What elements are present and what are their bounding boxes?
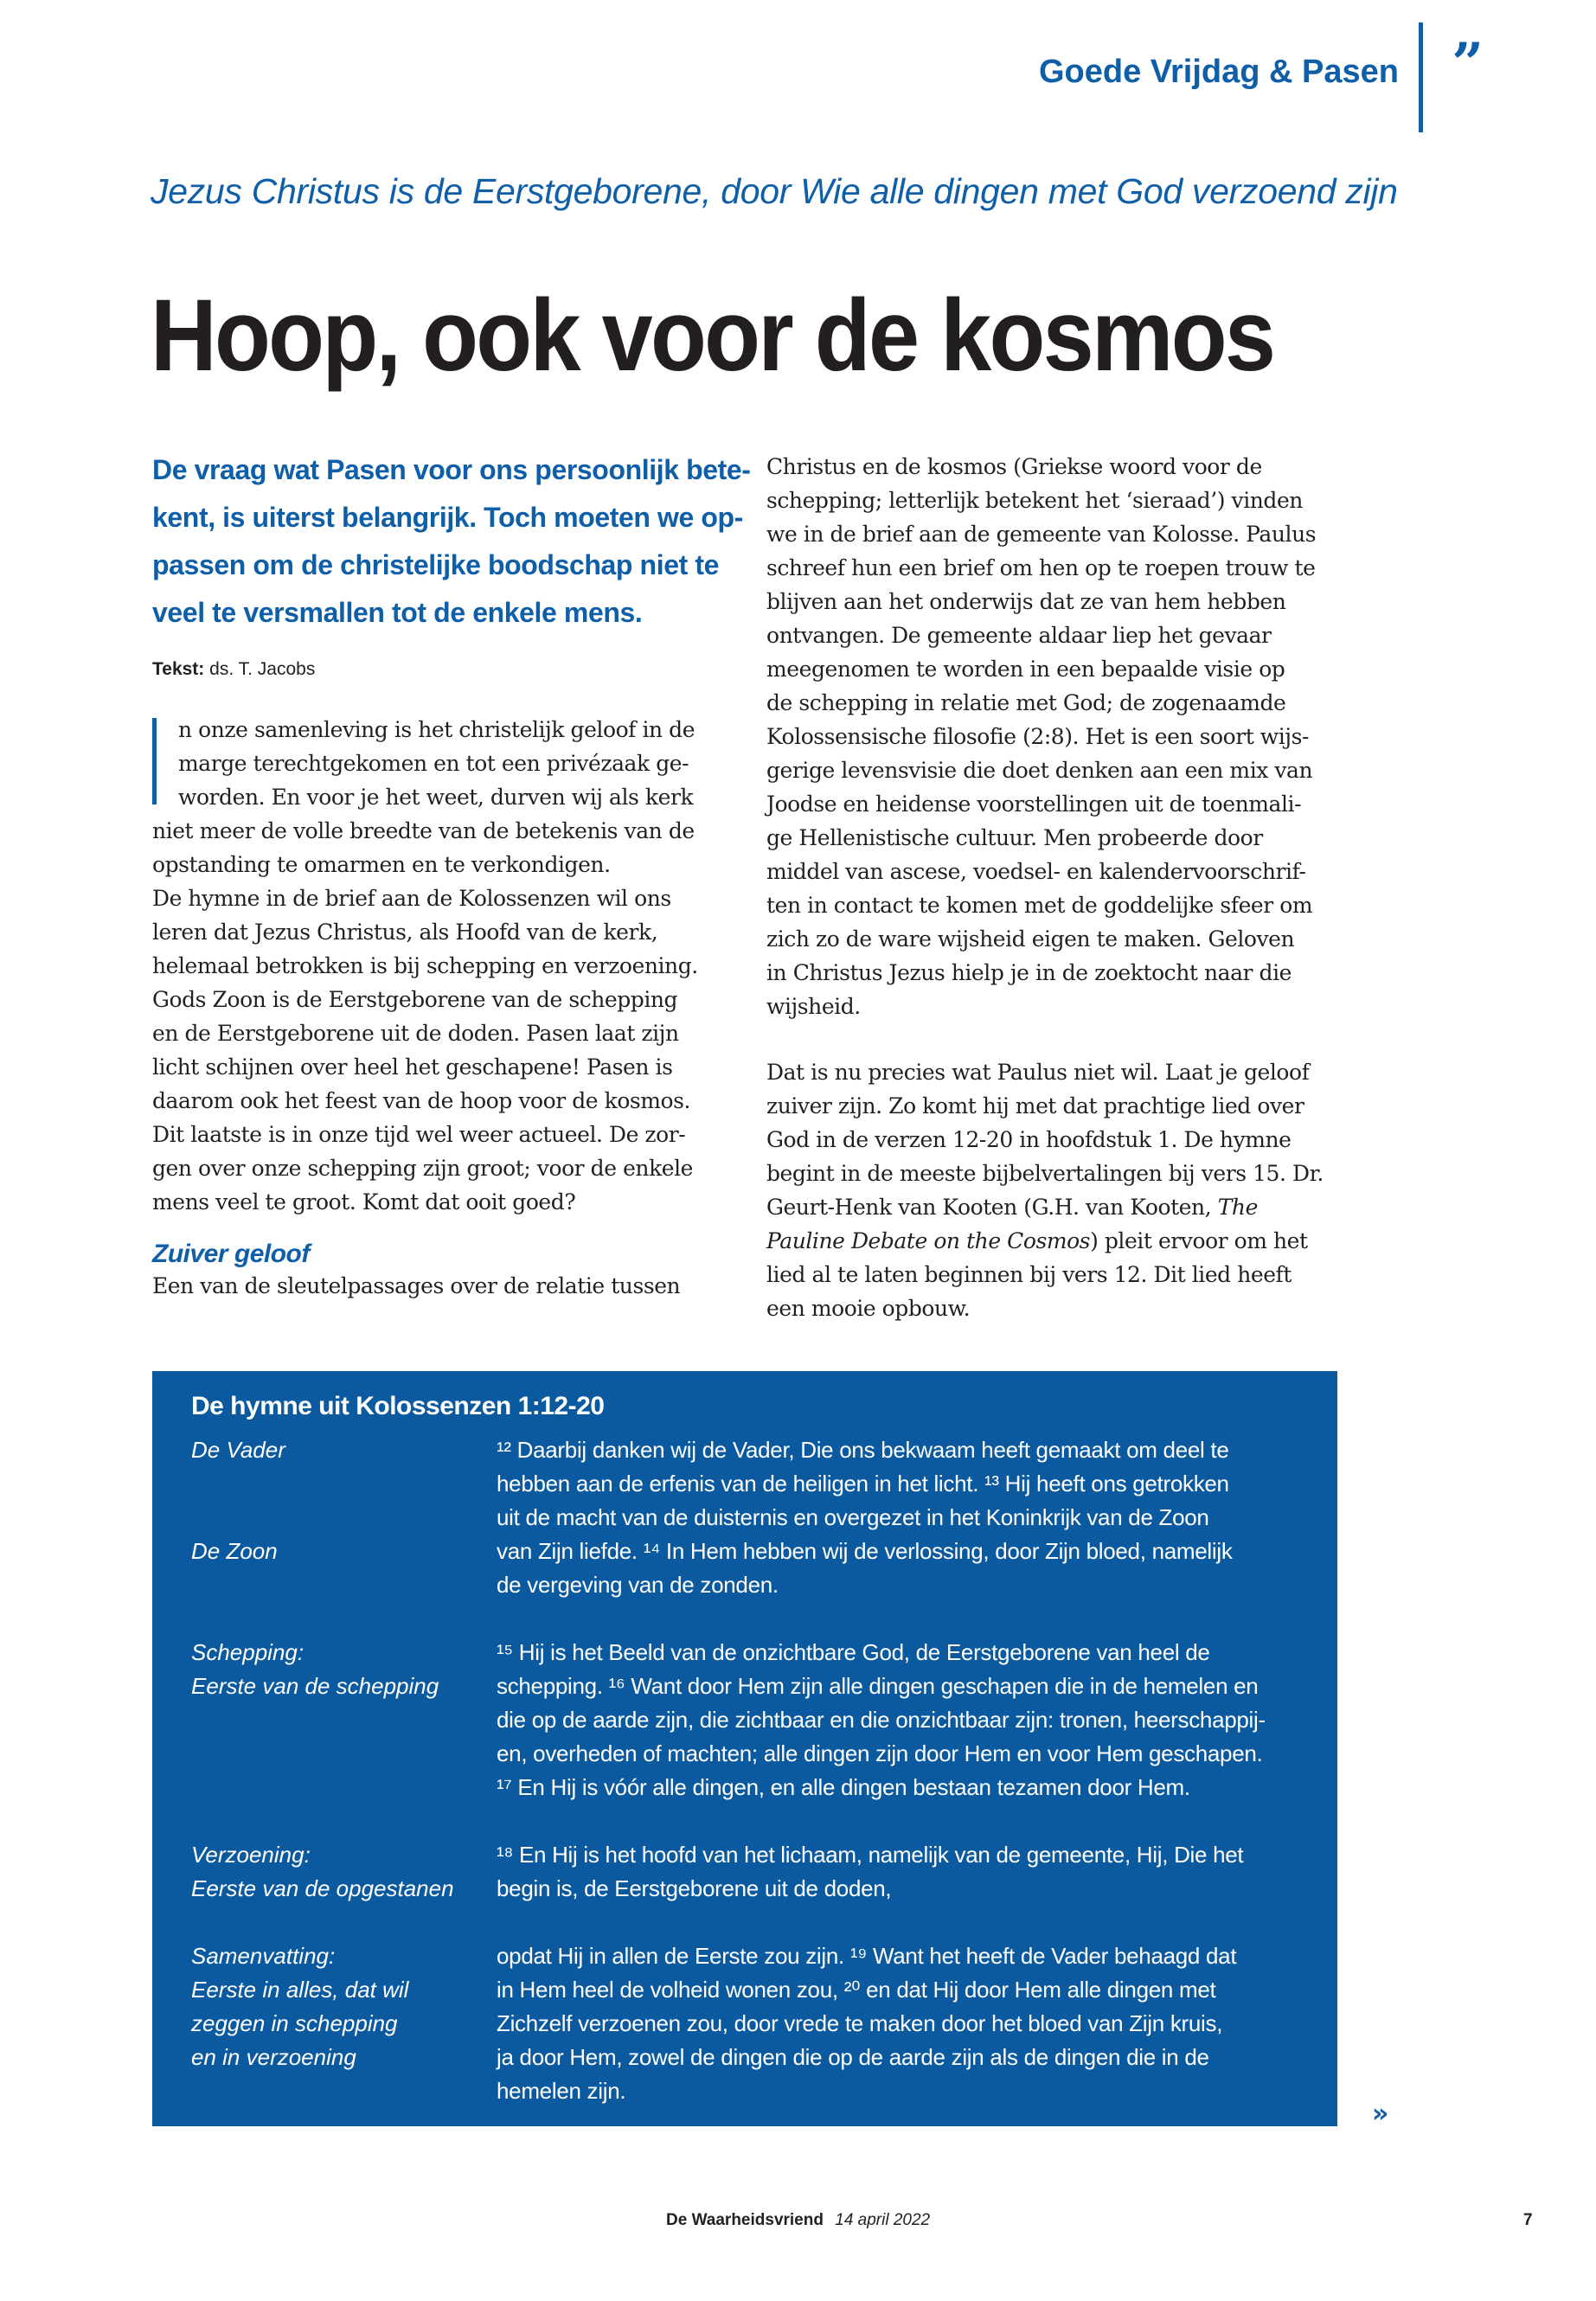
body-line: in Christus Jezus hielp je in de zoektocht naar die: [766, 960, 1292, 985]
hymn-label-row: Eerste van de opgestanen: [191, 1875, 454, 1901]
body-line: we in de brief aan de gemeente van Kolosse. Paulus: [766, 522, 1317, 547]
body-line: schreef hun een brief om hen op te roepen trouw te: [766, 555, 1316, 580]
hymn-verse-row: schepping. ¹⁶ Want door Hem zijn alle dingen geschapen die in de hemelen en: [497, 1673, 1259, 1699]
hymn-labels: [191, 1433, 485, 2108]
body-line: licht schijnen over heel het geschapene! Pasen is: [152, 1054, 673, 1080]
hymn-label-row: [191, 1737, 485, 1771]
hymn-label-row: Eerste in alles, dat wil: [191, 1977, 409, 2003]
hymn-verse-row: ¹⁵ Hij is het Beeld van de onzichtbare God, de Eerstgeborene van heel de: [497, 1639, 1210, 1665]
hymn-label-row: [191, 1501, 485, 1535]
hymn-label-row: De Vader: [191, 1437, 285, 1463]
hymn-box: [152, 1371, 1337, 2126]
dropcap-bar: [152, 718, 157, 804]
hymn-verse-row: hemelen zijn.: [497, 2078, 626, 2104]
hymn-verse-row: ¹² Daarbij danken wij de Vader, Die ons bekwaam heeft gemaakt om deel te: [497, 1437, 1229, 1463]
hymn-verse-row: van Zijn liefde. ¹⁴ In Hem hebben wij de verlossing, door Zijn bloed, namelijk: [497, 1538, 1233, 1564]
body-line: niet meer de volle breedte van de betekenis van de: [152, 818, 695, 843]
quote-icon: ”: [1452, 31, 1484, 96]
body-line: marge terechtgekomen en tot een privézaak ge-: [178, 751, 689, 776]
hymn-verse-row: in Hem heel de volheid wonen zou, ²⁰ en dat Hij door Hem alle dingen met: [497, 1977, 1216, 2003]
hymn-verse-row: ¹⁷ En Hij is vóór alle dingen, en alle dingen bestaan tezamen door Hem.: [497, 1774, 1190, 1800]
body-line: daarom ook het feest van de hoop voor de kosmos.: [152, 1088, 691, 1113]
body-line: Kolossensische filosofie (2:8). Het is een soort wijs-: [766, 724, 1309, 749]
hymn-label-row: Schepping:: [191, 1639, 304, 1665]
body-text-span: ) pleit ervoor om het: [1090, 1228, 1308, 1253]
body-line: Gods Zoon is de Eerstgeborene van de schepping: [152, 987, 678, 1012]
section-label: Goede Vrijdag & Pasen: [1038, 54, 1399, 90]
byline-author: ds. T. Jacobs: [209, 659, 316, 679]
page-number: 7: [1523, 2211, 1533, 2229]
hymn-label-row: en in verzoening: [191, 2044, 356, 2070]
issue-date: 14 april 2022: [835, 2211, 931, 2229]
hymn-verse-row: hebben aan de erfenis van de heiligen in het licht. ¹³ Hij heeft ons getrokken: [497, 1471, 1229, 1497]
body-line: [766, 1224, 1355, 1258]
body-line: mens veel te groot. Komt dat ooit goed?: [152, 1189, 576, 1215]
headline: Hoop, ook voor de kosmos: [151, 279, 1274, 393]
footer-publication: [666, 2211, 930, 2230]
paragraph-gap: [766, 1023, 1355, 1055]
lead-line: kent, is uiterst belangrijk. Toch moeten we op-: [152, 502, 743, 533]
body-line: en de Eerstgeborene uit de doden. Pasen laat zijn: [152, 1021, 679, 1046]
body-line: [766, 1190, 1355, 1224]
body-line: leren dat Jezus Christus, als Hoofd van de kerk,: [152, 920, 658, 945]
body-line: helemaal betrokken is bij schepping en verzoening.: [152, 953, 698, 978]
hymn-label-row: [191, 1703, 485, 1737]
hymn-verse-row: Zichzelf verzoenen zou, door vrede te maken door het bloed van Zijn kruis,: [497, 2010, 1223, 2036]
hymn-label-row: De Zoon: [191, 1538, 278, 1564]
body-line: gerige levensvisie die doet denken aan een mix van: [766, 758, 1313, 783]
hymn-verses: [497, 1433, 1318, 2108]
body-line: de schepping in relatie met God; de zogenaamde: [766, 690, 1286, 715]
body-line: ontvangen. De gemeente aldaar liep het gevaar: [766, 623, 1272, 648]
hymn-verse-row: opdat Hij in allen de Eerste zou zijn. ¹⁹ Want het heeft de Vader behaagd dat: [497, 1943, 1237, 1969]
body-line: een mooie opbouw.: [766, 1296, 971, 1321]
body-text-span: Geurt-Henk van Kooten (G.H. van Kooten,: [766, 1195, 1218, 1220]
body-line: Dat is nu precies wat Paulus niet wil. Laat je geloof: [766, 1060, 1310, 1085]
hymn-verse-row: [497, 1602, 1318, 1636]
body-line: Joodse en heidense voorstellingen uit de toenmali-: [766, 792, 1302, 817]
body-line: n onze samenleving is het christelijk geloof in de: [178, 717, 695, 742]
lead-line: passen om de christelijke boodschap niet te: [152, 549, 719, 580]
continue-arrow-icon: »: [1372, 2099, 1389, 2129]
hymn-verse-row: die op de aarde zijn, die zichtbaar en die onzichtbaar zijn: tronen, heerschappij-: [497, 1707, 1266, 1733]
hymn-verse-row: de vergeving van de zonden.: [497, 1572, 779, 1598]
body-line: Christus en de kosmos (Griekse woord voor de: [766, 454, 1262, 479]
hymn-label-row: [191, 1906, 485, 1939]
header-divider: [1419, 22, 1423, 132]
body-line: Een van de sleutelpassages over de relatie tussen: [152, 1273, 681, 1298]
body-line: De hymne in de brief aan de Kolossenzen wil ons: [152, 886, 671, 911]
byline-label: Tekst:: [152, 659, 205, 679]
byline: [152, 659, 715, 680]
hymn-verse-row: en, overheden of machten; alle dingen zijn door Hem en voor Hem geschapen.: [497, 1740, 1263, 1766]
body-line: opstanding te omarmen en te verkondigen.: [152, 852, 611, 877]
book-title: The: [1217, 1195, 1258, 1220]
body-paragraph: [766, 450, 1355, 1023]
hymn-box-title: De hymne uit Kolossenzen 1:12-20: [191, 1392, 605, 1420]
body-line: worden. En voor je het weet, durven wij als kerk: [178, 785, 694, 810]
hymn-label-row: [191, 1804, 485, 1838]
body-line: God in de verzen 12-20 in hoofdstuk 1. De hymne: [766, 1127, 1292, 1152]
hymn-label-row: [191, 1568, 485, 1602]
hymn-label-row: [191, 2074, 485, 2108]
subheading: Zuiver geloof: [152, 1240, 310, 1268]
body-line: zuiver zijn. Zo komt hij met dat prachtige lied over: [766, 1093, 1304, 1118]
body-line: meegenomen te worden in een bepaalde visie op: [766, 657, 1285, 682]
body-line: blijven aan het onderwijs dat ze van hem hebben: [766, 589, 1286, 614]
body-line: wijsheid.: [766, 994, 861, 1019]
hymn-verse-row: [497, 1906, 1318, 1939]
right-column: [766, 450, 1355, 1325]
body-line: zich zo de ware wijsheid eigen te maken. Geloven: [766, 926, 1295, 952]
body-paragraph-intro: [152, 713, 715, 1219]
body-line: ten in contact te komen met de goddelijke sfeer om: [766, 893, 1313, 918]
hymn-label-row: Verzoening:: [191, 1842, 311, 1868]
hymn-label-row: Eerste van de schepping: [191, 1673, 439, 1699]
hymn-label-row: Samenvatting:: [191, 1943, 336, 1969]
hymn-label-row: [191, 1771, 485, 1804]
hymn-label-row: [191, 1602, 485, 1636]
left-column: [152, 446, 751, 1303]
body-line: Dit laatste is in onze tijd wel weer actueel. De zor-: [152, 1122, 686, 1147]
hymn-verse-row: ¹⁸ En Hij is het hoofd van het lichaam, namelijk van de gemeente, Hij, Die het: [497, 1842, 1244, 1868]
lead-paragraph: [152, 446, 751, 637]
body-line: schepping; letterlijk betekent het ‘sieraad’) vinden: [766, 488, 1303, 513]
body-line: lied al te laten beginnen bij vers 12. Dit lied heeft: [766, 1262, 1292, 1287]
hymn-verse-row: ja door Hem, zowel de dingen die op de aarde zijn als de dingen die in de: [497, 2044, 1209, 2070]
magazine-name: De Waarheidsvriend: [666, 2211, 824, 2229]
body-paragraph: [766, 1055, 1355, 1325]
hymn-verse-row: [497, 1804, 1318, 1838]
kicker: Jezus Christus is de Eerstgeborene, door Wie alle dingen met God verzoend zijn: [151, 171, 1398, 211]
body-paragraph: [152, 1269, 715, 1303]
hymn-label-row: [191, 1467, 485, 1501]
lead-line: De vraag wat Pasen voor ons persoonlijk bete-: [152, 454, 751, 485]
body-line: begint in de meeste bijbelvertalingen bij vers 15. Dr.: [766, 1161, 1324, 1186]
body-line: gen over onze schepping zijn groot; voor de enkele: [152, 1156, 693, 1181]
body-line: middel van ascese, voedsel- en kalendervoorschrif-: [766, 859, 1306, 884]
hymn-label-row: zeggen in schepping: [191, 2010, 398, 2036]
hymn-verse-row: uit de macht van de duisternis en overgezet in het Koninkrijk van de Zoon: [497, 1504, 1209, 1530]
book-title: Pauline Debate on the Cosmos: [766, 1228, 1091, 1253]
lead-line: veel te versmallen tot de enkele mens.: [152, 597, 643, 628]
body-line: ge Hellenistische cultuur. Men probeerde door: [766, 825, 1263, 850]
hymn-verse-row: begin is, de Eerstgeborene uit de doden,: [497, 1875, 892, 1901]
